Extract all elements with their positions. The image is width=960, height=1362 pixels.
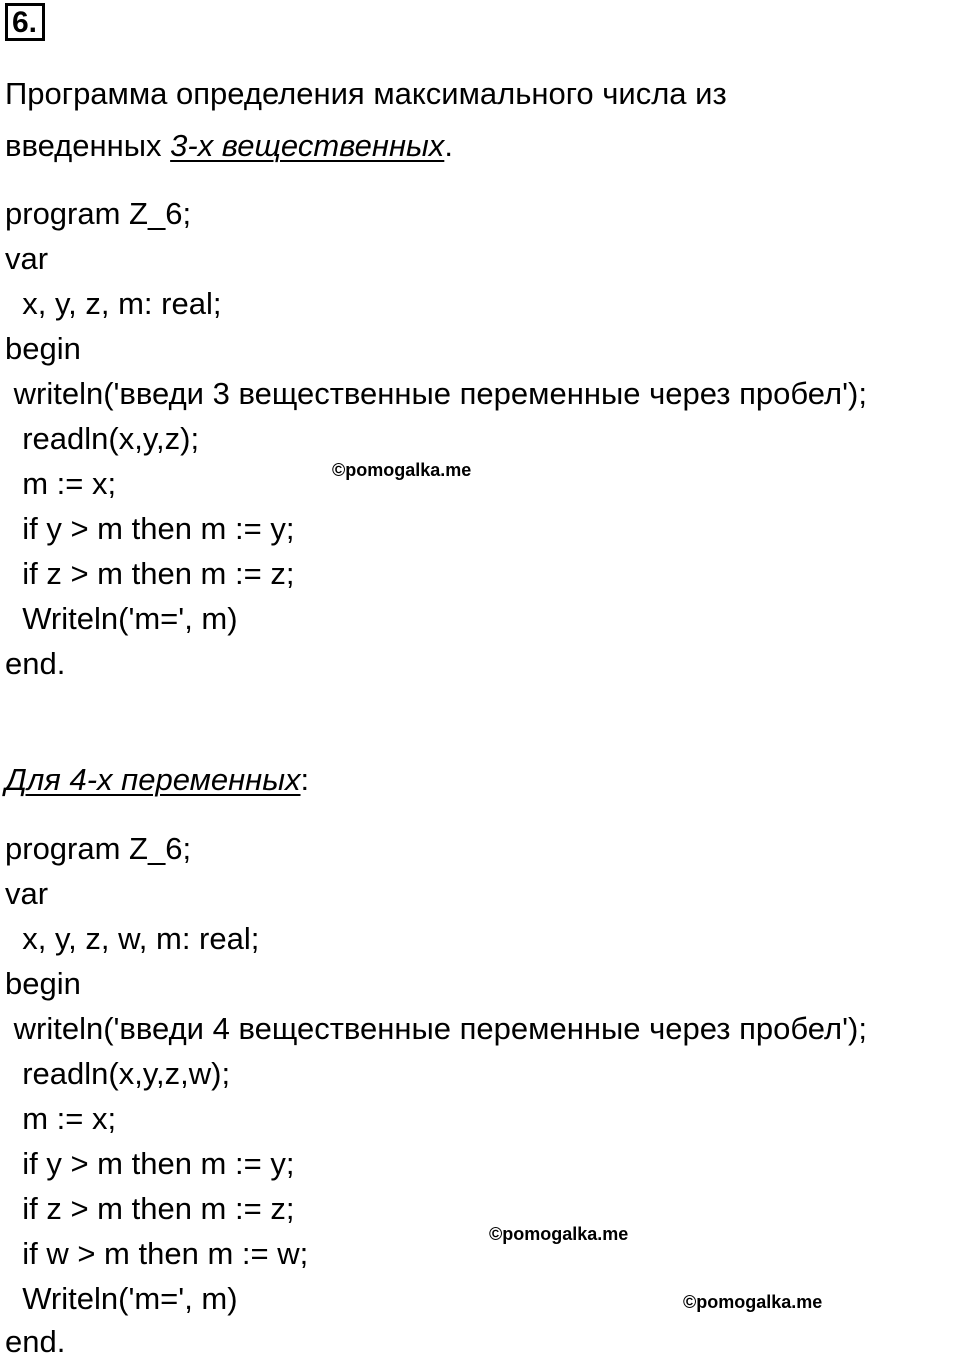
task-number: 6. [5, 3, 45, 41]
intro-line-1: Программа определения максимального числа из [5, 76, 727, 111]
code-line: if w > m then m := w; [5, 1236, 309, 1271]
code-line: x, y, z, m: real; [5, 286, 222, 321]
code-line: end. [5, 1324, 66, 1359]
section-2-heading-suffix: : [300, 762, 310, 797]
intro-line-2-prefix: введенных [5, 128, 171, 163]
code-line: m := x; [5, 466, 117, 501]
code-line: Writeln('m=', m) [5, 601, 238, 636]
code-line: m := x; [5, 1101, 117, 1136]
intro-line-2 [5, 126, 453, 166]
code-line: writeln('введи 4 вещественные переменные через пробел'); [5, 1011, 867, 1046]
code-line: x, y, z, w, m: real; [5, 921, 260, 956]
code-line: writeln('введи 3 вещественные переменные через пробел'); [5, 376, 867, 411]
code-line: begin [5, 331, 81, 366]
code-line: program Z_6; [5, 196, 192, 231]
intro-line-2-suffix: . [444, 128, 453, 163]
watermark: ©pomogalka.me [683, 1292, 823, 1312]
code-line: readln(x,y,z); [5, 421, 200, 456]
section-2-heading [5, 760, 309, 800]
watermark: ©pomogalka.me [489, 1224, 629, 1244]
watermark: ©pomogalka.me [332, 460, 472, 480]
code-line: Writeln('m=', m) [5, 1281, 238, 1316]
code-line: if z > m then m := z; [5, 1191, 295, 1226]
code-line: begin [5, 966, 81, 1001]
code-line: if z > m then m := z; [5, 556, 295, 591]
code-line: end. [5, 646, 66, 681]
code-line: var [5, 876, 49, 911]
section-2-heading-emphasis: Для 4-х переменных [5, 762, 301, 797]
code-line: if y > m then m := y; [5, 511, 295, 546]
intro-emphasis: 3-х вещественных [170, 128, 445, 163]
code-line: program Z_6; [5, 831, 192, 866]
code-line: if y > m then m := y; [5, 1146, 295, 1181]
code-line: readln(x,y,z,w); [5, 1056, 231, 1091]
code-line: var [5, 241, 49, 276]
